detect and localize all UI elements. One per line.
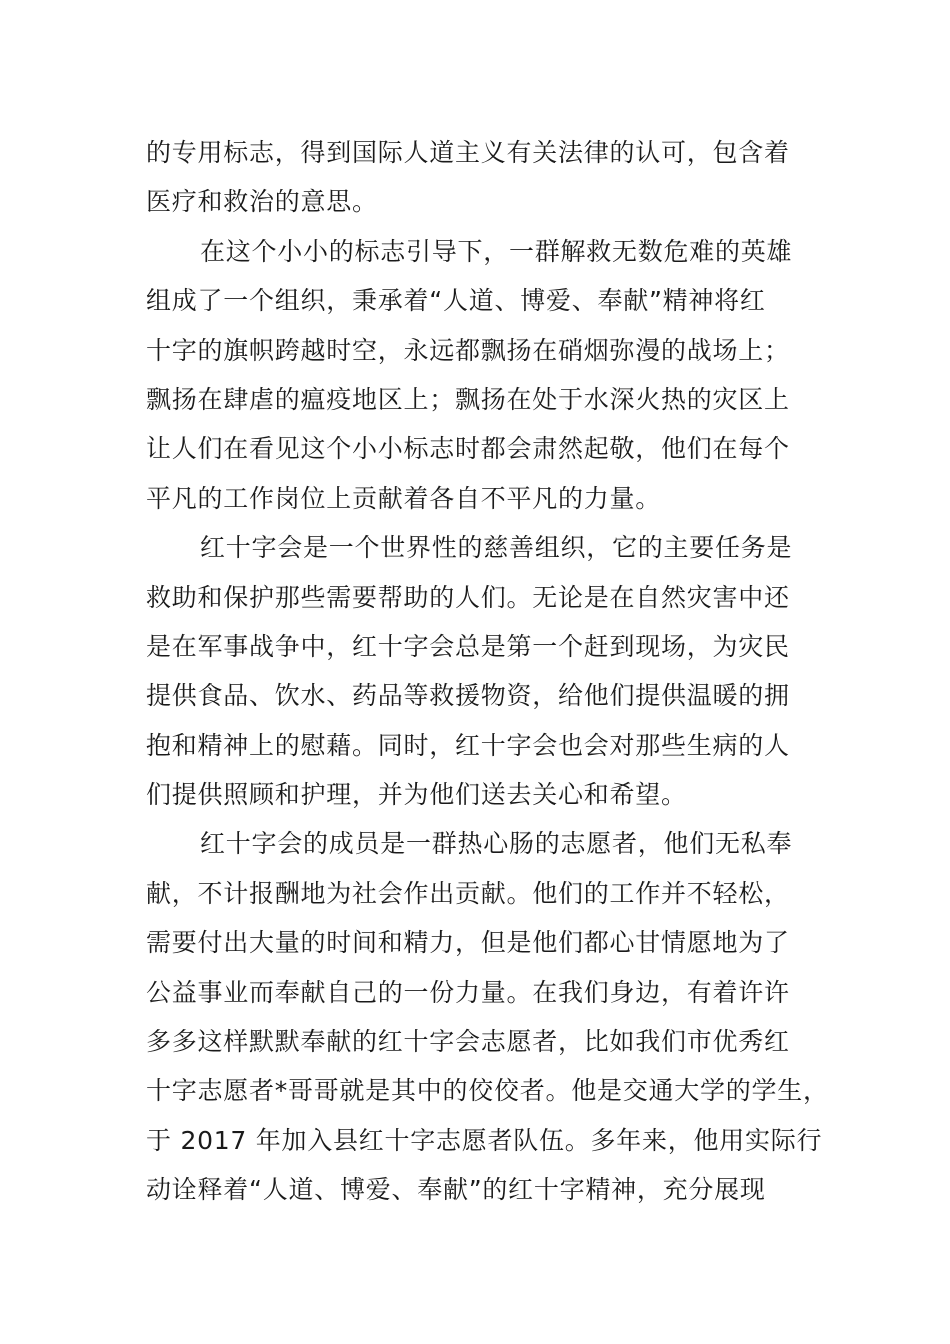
text-line: 提供食品、饮水、药品等救援物资，给他们提供温暖的拥 <box>146 681 790 711</box>
text-line: 们提供照顾和护理，并为他们送去关心和希望。 <box>146 780 687 810</box>
document-body <box>146 128 829 1215</box>
text-line: 让人们在看见这个小小标志时都会肃然起敬，他们在每个 <box>146 434 790 464</box>
text-line: 医疗和救治的意思。 <box>146 187 378 217</box>
paragraph-start-line: 在这个小小的标志引导下，一群解救无数危难的英雄 <box>200 236 793 266</box>
text-line: 平凡的工作岗位上贡献着各自不平凡的力量。 <box>146 483 662 513</box>
text-line: 动诠释着“人道、博爱、奉献”的红十字精神，充分展现 <box>146 1175 766 1205</box>
text-line: 的专用标志，得到国际人道主义有关法律的认可，包含着 <box>146 138 790 167</box>
text-line: 救助和保护那些需要帮助的人们。无论是在自然灾害中还 <box>146 582 790 612</box>
text-line: 飘扬在肆虐的瘟疫地区上；飘扬在处于水深火热的灾区上 <box>146 384 790 414</box>
paragraph-start-line: 红十字会的成员是一群热心肠的志愿者，他们无私奉 <box>200 829 793 859</box>
text-line: 是在军事战争中，红十字会总是第一个赶到现场，为灾民 <box>146 631 790 661</box>
text-line: 需要付出大量的时间和精力，但是他们都心甘情愿地为了 <box>146 928 790 958</box>
text-line: 多多这样默默奉献的红十字会志愿者，比如我们市优秀红 <box>146 1027 790 1057</box>
text-line: 抱和精神上的慰藉。同时，红十字会也会对那些生病的人 <box>146 730 790 760</box>
text-line: 于 2017 年加入县红十字志愿者队伍。多年来，他用实际行 <box>146 1125 823 1155</box>
text-line: 献，不计报酬地为社会作出贡献。他们的工作并不轻松， <box>146 878 790 908</box>
text-line: 十字的旗帜跨越时空，永远都飘扬在硝烟弥漫的战场上； <box>146 335 790 365</box>
text-line: 十字志愿者*哥哥就是其中的佼佼者。他是交通大学的学生， <box>146 1076 829 1106</box>
paragraph-start-line: 红十字会是一个世界性的慈善组织，它的主要任务是 <box>200 533 793 563</box>
text-line: 公益事业而奉献自己的一份力量。在我们身边，有着许许 <box>146 977 790 1007</box>
text-line: 组成了一个组织，秉承着“人道、博爱、奉献”精神将红 <box>146 286 766 316</box>
